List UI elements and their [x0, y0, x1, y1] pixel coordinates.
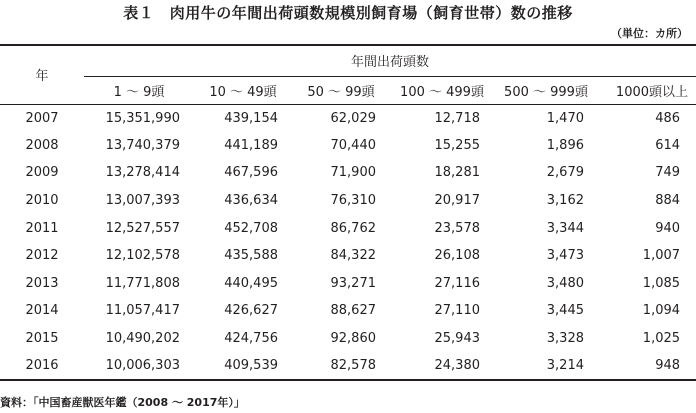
table-header: [0, 45, 696, 104]
value-cell: 749: [655, 165, 681, 181]
year-cell: 2007: [25, 110, 59, 126]
table-row: [0, 187, 696, 215]
year-column-header: 年: [0, 45, 84, 104]
column-header: 10 ～ 49頭: [194, 76, 292, 104]
value-cell: 26,108: [434, 248, 480, 264]
value-cell: 1,896: [546, 137, 584, 153]
value-cell: 84,322: [330, 248, 376, 264]
value-cell: 1,085: [642, 275, 681, 291]
value-cell: 1,470: [546, 110, 584, 126]
value-cell: 409,539: [194, 352, 292, 380]
column-header: 1 ～ 9頭: [84, 76, 194, 104]
value-cell: 76,310: [330, 193, 376, 209]
value-cell: 3,214: [494, 352, 598, 380]
value-cell: 24,380: [390, 352, 494, 380]
value-cell: 88,627: [330, 303, 376, 319]
year-cell: 2010: [25, 193, 59, 209]
value-cell: 62,029: [330, 110, 376, 126]
table-row: [0, 242, 696, 270]
value-cell: 435,588: [224, 248, 278, 264]
table-body: [0, 104, 696, 380]
year-cell: 2013: [25, 275, 59, 291]
unit-note: （単位：カ所）: [611, 27, 688, 40]
value-cell: 23,578: [434, 220, 480, 236]
value-cell: 11,771,808: [105, 275, 180, 291]
value-cell: 82,578: [292, 352, 390, 380]
year-cell: 2008: [25, 137, 59, 153]
value-cell: 12,102,578: [105, 248, 180, 264]
table-row: [0, 297, 696, 325]
column-header: 100 ～ 499頭: [390, 76, 494, 104]
value-cell: 948: [598, 352, 696, 380]
value-cell: 27,116: [434, 275, 480, 291]
value-cell: 92,860: [330, 331, 376, 347]
value-cell: 940: [655, 220, 681, 236]
value-cell: 11,057,417: [105, 303, 180, 319]
value-cell: 86,762: [330, 220, 376, 236]
column-header: 500 ～ 999頭: [494, 76, 598, 104]
year-cell: 2012: [25, 248, 59, 264]
value-cell: 71,900: [330, 165, 376, 181]
table-row: [0, 352, 696, 380]
table-row: [0, 270, 696, 298]
value-cell: 25,943: [434, 331, 480, 347]
value-cell: 440,495: [224, 275, 278, 291]
value-cell: 70,440: [330, 137, 376, 153]
table-row: [0, 214, 696, 242]
value-cell: 18,281: [434, 165, 480, 181]
value-cell: 2,679: [546, 165, 584, 181]
value-cell: 27,110: [434, 303, 480, 319]
column-header: 1000頭以上: [598, 76, 696, 104]
value-cell: 15,255: [434, 137, 480, 153]
value-cell: 3,445: [546, 303, 584, 319]
value-cell: 452,708: [224, 220, 278, 236]
year-cell: 2009: [25, 165, 59, 181]
table-title: 表１ 肉用牛の年間出荷頭数規模別飼育場（飼育世帯）数の推移: [123, 4, 573, 22]
value-cell: 93,271: [330, 275, 376, 291]
value-cell: 1,025: [642, 331, 681, 347]
value-cell: 441,189: [224, 137, 278, 153]
value-cell: 3,480: [546, 275, 584, 291]
value-cell: 424,756: [224, 331, 278, 347]
table-row: [0, 325, 696, 353]
value-cell: 12,718: [434, 110, 480, 126]
value-cell: 3,162: [546, 193, 584, 209]
value-cell: 3,344: [546, 220, 584, 236]
value-cell: 486: [655, 110, 681, 126]
value-cell: 13,278,414: [105, 165, 180, 181]
value-cell: 884: [655, 193, 681, 209]
value-cell: 12,527,557: [105, 220, 180, 236]
year-cell: 2015: [25, 331, 59, 347]
value-cell: 20,917: [434, 193, 480, 209]
value-cell: 1,094: [642, 303, 681, 319]
table-row: [0, 104, 696, 132]
value-cell: 3,328: [546, 331, 584, 347]
table-row: [0, 159, 696, 187]
year-cell: 2011: [25, 220, 59, 236]
value-cell: 13,007,393: [105, 193, 180, 209]
value-cell: 436,634: [224, 193, 278, 209]
value-cell: 10,490,202: [105, 331, 180, 347]
year-cell: 2016: [0, 352, 84, 380]
source-note: 資料：「中国畜産獣医年鑑（2008 ～ 2017年）」: [0, 396, 245, 409]
value-cell: 10,006,303: [84, 352, 194, 380]
value-cell: 467,596: [224, 165, 278, 181]
value-cell: 1,007: [642, 248, 681, 264]
group-column-header: 年間出荷頭数: [84, 45, 696, 76]
value-cell: 3,473: [546, 248, 584, 264]
value-cell: 426,627: [224, 303, 278, 319]
table-row: [0, 132, 696, 160]
data-table: [0, 44, 696, 381]
value-cell: 439,154: [224, 110, 278, 126]
value-cell: 13,740,379: [105, 137, 180, 153]
column-header: 50 ～ 99頭: [292, 76, 390, 104]
value-cell: 614: [655, 137, 681, 153]
year-cell: 2014: [25, 303, 59, 319]
value-cell: 15,351,990: [105, 110, 180, 126]
